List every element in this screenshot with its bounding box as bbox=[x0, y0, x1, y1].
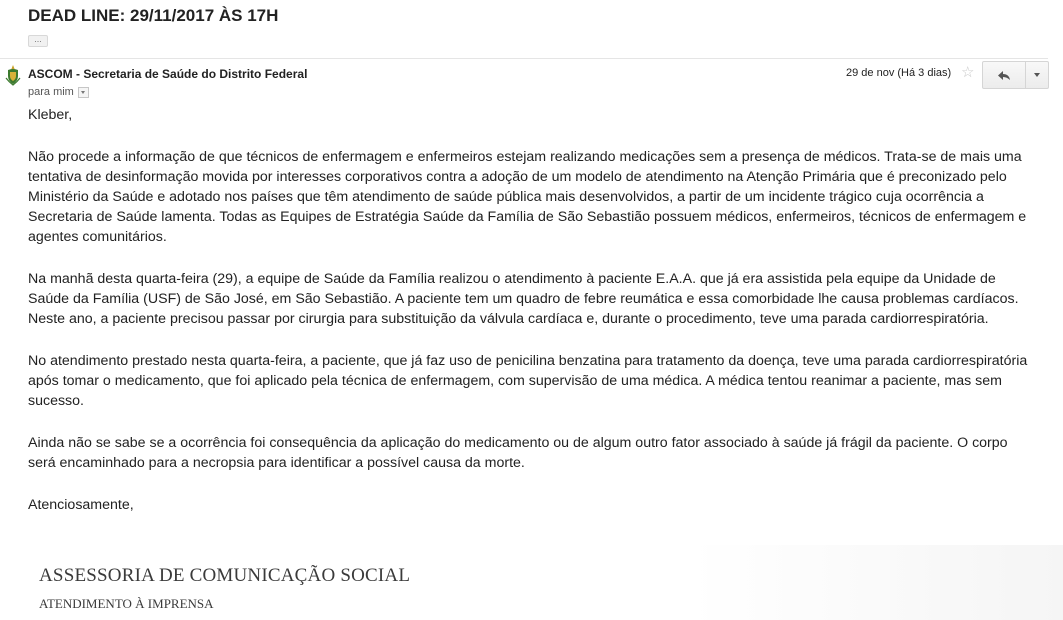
reply-arrow-icon bbox=[997, 70, 1011, 81]
signature-subtitle: ATENDIMENTO À IMPRENSA bbox=[39, 596, 214, 611]
body-paragraph: Na manhã desta quarta-feira (29), a equipe de Saúde da Família realizou o atendimento à paciente E.A.A. que já era assistida pela equipe da Unidade de Saúde da Família (USF) de São José, em São Sebastião. A paciente tem um quadro de febre reumática e essa comorbidade lhe causa problemas cardíacos. Neste ano, a paciente precisou passar por cirurgia para substituição da válvula cardíaca e, durante o procedimento, teve uma parada cardiorrespiratória. bbox=[28, 271, 1019, 327]
closing: Atenciosamente, bbox=[28, 497, 134, 513]
email-body bbox=[28, 105, 1038, 537]
chevron-down-icon bbox=[1034, 73, 1040, 77]
reply-button-group bbox=[982, 61, 1049, 89]
signature-title: ASSESSORIA DE COMUNICAÇÃO SOCIAL bbox=[39, 565, 411, 586]
body-paragraph: No atendimento prestado nesta quarta-feira, a paciente, que já faz uso de penicilina benzatina para tratamento da doença, teve uma parada cardiorrespiratória após tomar o medicamento, que foi aplicado pela técnica de enfermagem, com supervisão de uma médica. A médica tentou reanimar a paciente, mas sem sucesso. bbox=[28, 353, 1028, 409]
show-trimmed-content-button[interactable]: ... bbox=[28, 35, 48, 47]
email-subject: DEAD LINE: 29/11/2017 ÀS 17H bbox=[28, 6, 279, 25]
body-paragraph: Ainda não se sabe se a ocorrência foi consequência da aplicação do medicamento ou de algum outro fator associado à saúde já frágil da paciente. O corpo será encaminhado para a necropsia para identificar a possível causa da morte. bbox=[28, 435, 1008, 471]
star-icon[interactable]: ☆ bbox=[961, 64, 975, 81]
email-date: 29 de nov (Há 3 dias) bbox=[846, 67, 952, 79]
reply-button[interactable] bbox=[983, 62, 1026, 88]
recipient-line bbox=[28, 86, 89, 98]
recipient-label: para mim bbox=[28, 86, 74, 98]
more-actions-button[interactable] bbox=[1026, 62, 1048, 88]
greeting: Kleber, bbox=[28, 107, 73, 123]
body-paragraph: Não procede a informação de que técnicos de enfermagem e enfermeiros estejam realizando medicações sem a presença de médicos. Trata-se de mais uma tentativa de desinformação movida por interesses corporativos contra a adoção de um modelo de atendimento na Atenção Primária que é preconizado pelo Ministério da Saúde e adotado nos países que têm atendimento de saúde pública mais desenvolvidos, a partir de um incidente trágico cuja ocorrência a Secretaria de Saúde lamenta. Todas as Equipes de Estratégia Saúde da Família de São Sebastião possuem médicos, enfermeiros, técnicos de enfermagem e agentes comunitários. bbox=[28, 149, 1027, 245]
header-divider bbox=[0, 58, 1048, 59]
show-details-dropdown[interactable] bbox=[78, 87, 89, 98]
coat-of-arms-icon bbox=[4, 64, 22, 86]
sender-name[interactable]: ASCOM - Secretaria de Saúde do Distrito Federal bbox=[28, 67, 308, 81]
